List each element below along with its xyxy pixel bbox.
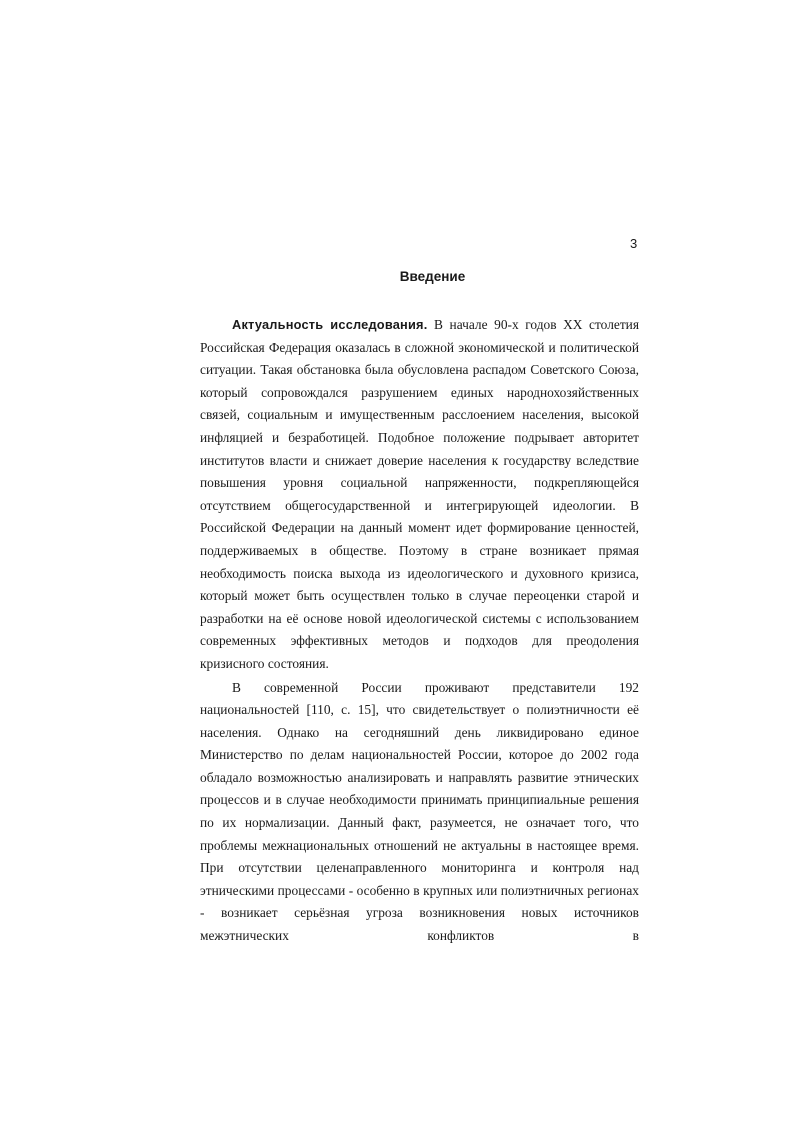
paragraph-text: В современной России проживают представители 192 национальностей [110, с. 15], что свидетельствует о полиэтничности её населения. Однако на сегодняшний день ликвидировано единое Министерство по делам национальностей России, которое до 2002 года обладало возможностью анализировать и направлять развитие этнических процессов и в случае необходимости принимать принципиальные решения по их нормализации. Данный факт, разумеется, не означает того, что проблемы межнациональных отношений не актуальны в настоящее время. При отсутствии целенаправленного мониторинга и контроля над этническими процессами - особенно в крупных или полиэтничных регионах - возникает серьёзная угроза возникновения новых источников межэтнических конфликтов в (200, 679, 639, 944)
paragraph-lead: Актуальность исследования. (232, 317, 428, 332)
page-title: Введение (399, 269, 466, 284)
page-number: 3 (630, 236, 638, 251)
paragraph-relevance (200, 314, 639, 676)
body-text (200, 314, 639, 948)
paragraph-text: В начале 90-х годов XX столетия Российская Федерация оказалась в сложной экономической и политической ситуации. Такая обстановка была обусловлена распадом Советского Союза, который сопровождался разрушением единых народнохозяйственных связей, социальным и имущественным расслоением населения, высокой инфляцией и безработицей. Подобное положение подрывает авторитет институтов власти и снижает доверие населения к государству вследствие повышения уровня социальной напряженности, подкрепляющейся отсутствием общегосударственной и интегрирующей идеологии. В Российской Федерации на данный момент идет формирование ценностей, поддерживаемых в обществе. Поэтому в стране возникает прямая необходимость поиска выхода из идеологического и духовного кризиса, который может быть осуществлен только в случае переоценки старой и разработки на её основе новой идеологической системы с использованием современных эффективных методов и подходов для преодоления кризисного состояния. (200, 317, 639, 671)
paragraph-nationalities (200, 677, 639, 948)
